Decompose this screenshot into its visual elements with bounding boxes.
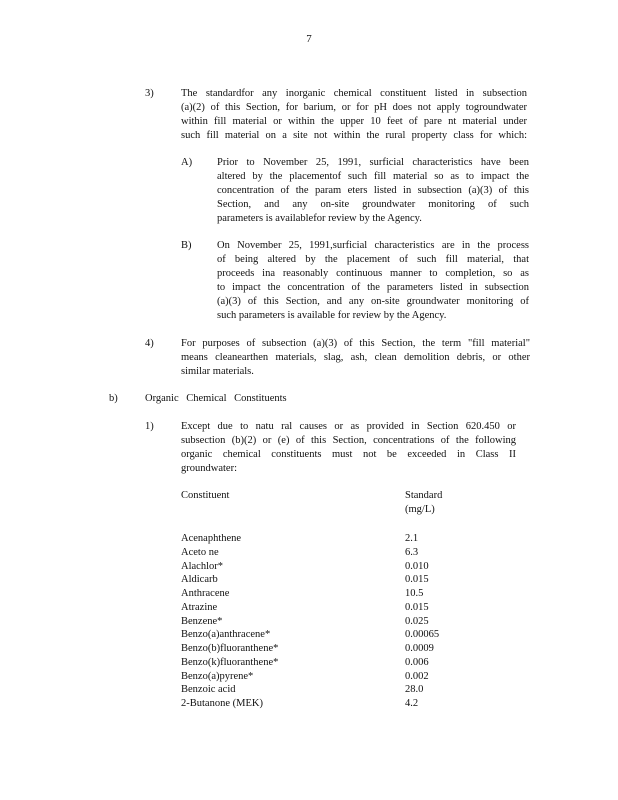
table-header-unit: (mg/L): [405, 504, 435, 515]
item-3a-marker: A): [181, 157, 193, 168]
table-cell-constituent: Aceto ne: [181, 546, 219, 558]
text-line: On November 25, 1991,surficial characteristics are in the process: [217, 240, 529, 251]
table-header-constituent: Constituent: [181, 490, 230, 501]
item-1-marker: 1): [145, 421, 154, 432]
table-cell-constituent: Anthracene: [181, 588, 230, 599]
table-cell-standard: 10.5: [405, 588, 424, 599]
table-cell-standard: 28.0: [405, 684, 424, 696]
table-cell-constituent: Alachlor*: [181, 560, 223, 572]
text-line: The standardfor any inorganic chemical constituent listed in subsection: [181, 88, 527, 99]
table-cell-standard: 0.00065: [405, 629, 440, 641]
text-line: For purposes of subsection (a)(3) of this Section, the term "fill material": [181, 338, 530, 349]
table-cell-constituent: Acenaphthene: [181, 533, 242, 544]
text-line: proceeds ina reasonably continuous manner to completion, so as: [217, 268, 529, 279]
text-line: such parameters is available for review by the Agency.: [217, 310, 447, 321]
table-cell-constituent: Benzo(a)pyrene*: [181, 670, 254, 682]
table-cell-constituent: Aldicarb: [181, 574, 218, 586]
table-cell-constituent: Benzo(b)fluoranthene*: [181, 643, 279, 654]
item-3-text: [181, 87, 527, 143]
table-cell-constituent: Benzoic acid: [181, 684, 236, 696]
table-cell-standard: 0.025: [405, 615, 429, 627]
item-1-text: [181, 420, 516, 476]
text-line: Prior to November 25, 1991, surficial characteristics have been: [217, 157, 529, 168]
section-b-marker: b): [109, 393, 118, 404]
item-3-marker: 3): [145, 88, 154, 99]
table-cell-standard: 0.010: [405, 560, 429, 572]
table-cell-constituent: Benzo(a)anthracene*: [181, 629, 271, 641]
item-3a-text: [217, 156, 529, 226]
page-number: 7: [306, 33, 312, 45]
text-line: organic chemical constituents must not be exceeded in Class II: [181, 449, 516, 460]
text-line: of being altered by the placement of such fill material, that: [217, 254, 529, 265]
text-line: parameters is availablefor review by the Agency.: [217, 213, 422, 224]
table-cell-constituent: Atrazine: [181, 601, 218, 613]
section-b-heading: Organic Chemical Constituents: [145, 393, 287, 404]
table-cell-constituent: 2-Butanone (MEK): [181, 698, 263, 709]
text-line: Except due to natu ral causes or as provided in Section 620.450 or: [181, 421, 516, 432]
text-line: to impact the concentration of the parameters listed in subsection: [217, 282, 529, 293]
table-cell-standard: 0.002: [405, 670, 429, 682]
table-cell-standard: 6.3: [405, 546, 419, 558]
text-line: groundwater:: [181, 463, 237, 474]
text-line: (a)(3) of this Section, and any on-site groundwater monitoring of: [217, 296, 529, 307]
text-line: concentration of the param eters listed in subsection (a)(3) of this: [217, 185, 529, 196]
table-cell-standard: 2.1: [405, 533, 419, 544]
text-line: subsection (b)(2) or (e) of this Section, concentrations of the following: [181, 435, 516, 446]
text-line: similar materials.: [181, 366, 254, 377]
text-line: within fill material or within the upper 10 feet of pare nt material under: [181, 116, 527, 127]
text-line: Section, and any on-site groundwater monitoring of such: [217, 199, 529, 210]
item-3b-text: [217, 239, 529, 323]
text-line: such fill material on a site not within the rural property class for which:: [181, 130, 527, 141]
text-line: (a)(2) of this Section, for barium, or for pH does not apply togroundwater: [181, 102, 527, 113]
table-cell-standard: 4.2: [405, 698, 419, 709]
text-line: means cleanearthen materials, slag, ash, clean demolition debris, or other: [181, 352, 530, 363]
table-cell-standard: 0.006: [405, 656, 429, 668]
table-cell-standard: 0.015: [405, 574, 429, 586]
item-3b-marker: B): [181, 240, 192, 251]
item-4-text: [181, 337, 530, 379]
table-cell-constituent: Benzene*: [181, 615, 223, 627]
table-cell-standard: 0.015: [405, 601, 429, 613]
table-cell-standard: 0.0009: [405, 643, 434, 654]
table-header-standard: Standard: [405, 490, 443, 501]
text-line: altered by the placementof such fill material so as to impact the: [217, 171, 529, 182]
table-cell-constituent: Benzo(k)fluoranthene*: [181, 656, 279, 668]
item-4-marker: 4): [145, 338, 154, 349]
